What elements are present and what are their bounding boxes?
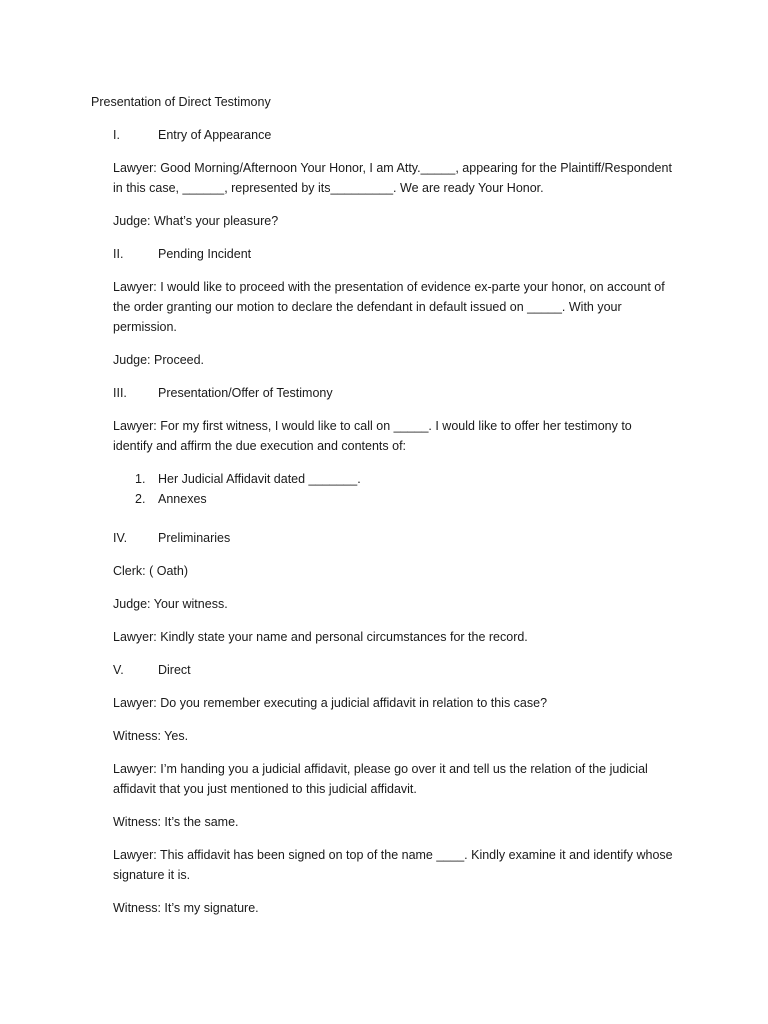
paragraph: Witness: It’s my signature. bbox=[113, 901, 259, 915]
section-title: Direct bbox=[158, 663, 191, 677]
section-number: V. bbox=[113, 663, 124, 677]
paragraph: Lawyer: I’m handing you a judicial affidavit, please go over it and tell us the relation of the judicial affidavit that you just mentioned to this judicial affidavit. bbox=[113, 762, 648, 796]
section-number: I. bbox=[113, 128, 120, 142]
paragraph: Lawyer: For my first witness, I would like to call on _____. I would like to offer her testimony to identify and affirm the due execution and contents of: bbox=[113, 419, 632, 453]
numbered-list bbox=[113, 469, 673, 509]
section-heading bbox=[113, 528, 673, 548]
paragraph: Lawyer: I would like to proceed with the presentation of evidence ex-parte your honor, on account of the order granting our motion to declare the defendant in default issued on _____. With your permission. bbox=[113, 280, 665, 334]
section-number: III. bbox=[113, 386, 127, 400]
paragraph: Judge: What’s your pleasure? bbox=[113, 214, 279, 228]
section-heading bbox=[113, 660, 673, 680]
paragraph: Witness: Yes. bbox=[113, 729, 189, 743]
section-heading bbox=[113, 244, 673, 264]
document-body bbox=[113, 125, 673, 931]
section-title: Presentation/Offer of Testimony bbox=[158, 386, 333, 400]
paragraph: Clerk: ( Oath) bbox=[113, 564, 189, 578]
list-item bbox=[113, 469, 673, 489]
paragraph: Lawyer: Do you remember executing a judicial affidavit in relation to this case? bbox=[113, 696, 548, 710]
paragraph: Lawyer: This affidavit has been signed on top of the name ____. Kindly examine it and identify whose signature it is. bbox=[113, 848, 673, 882]
list-item-text: Annexes bbox=[158, 492, 207, 506]
paragraph: Judge: Proceed. bbox=[113, 353, 205, 367]
list-item-text: Her Judicial Affidavit dated _______. bbox=[158, 472, 361, 486]
section-title: Preliminaries bbox=[158, 531, 231, 545]
section-heading bbox=[113, 383, 673, 403]
section-number: IV. bbox=[113, 531, 128, 545]
list-item-number: 2. bbox=[135, 492, 146, 506]
document-title: Presentation of Direct Testimony bbox=[91, 95, 271, 109]
paragraph: Witness: It’s the same. bbox=[113, 815, 239, 829]
section-number: II. bbox=[113, 247, 124, 261]
list-item bbox=[113, 489, 673, 509]
section-title: Pending Incident bbox=[158, 247, 252, 261]
list-item-number: 1. bbox=[135, 472, 146, 486]
paragraph: Lawyer: Kindly state your name and personal circumstances for the record. bbox=[113, 630, 528, 644]
paragraph: Lawyer: Good Morning/Afternoon Your Honor, I am Atty._____, appearing for the Plaintiff/Respondent in this case, ______, represented by its_________. We are ready Your Honor. bbox=[113, 161, 672, 195]
section-heading bbox=[113, 125, 673, 145]
paragraph: Judge: Your witness. bbox=[113, 597, 228, 611]
section-title: Entry of Appearance bbox=[158, 128, 272, 142]
